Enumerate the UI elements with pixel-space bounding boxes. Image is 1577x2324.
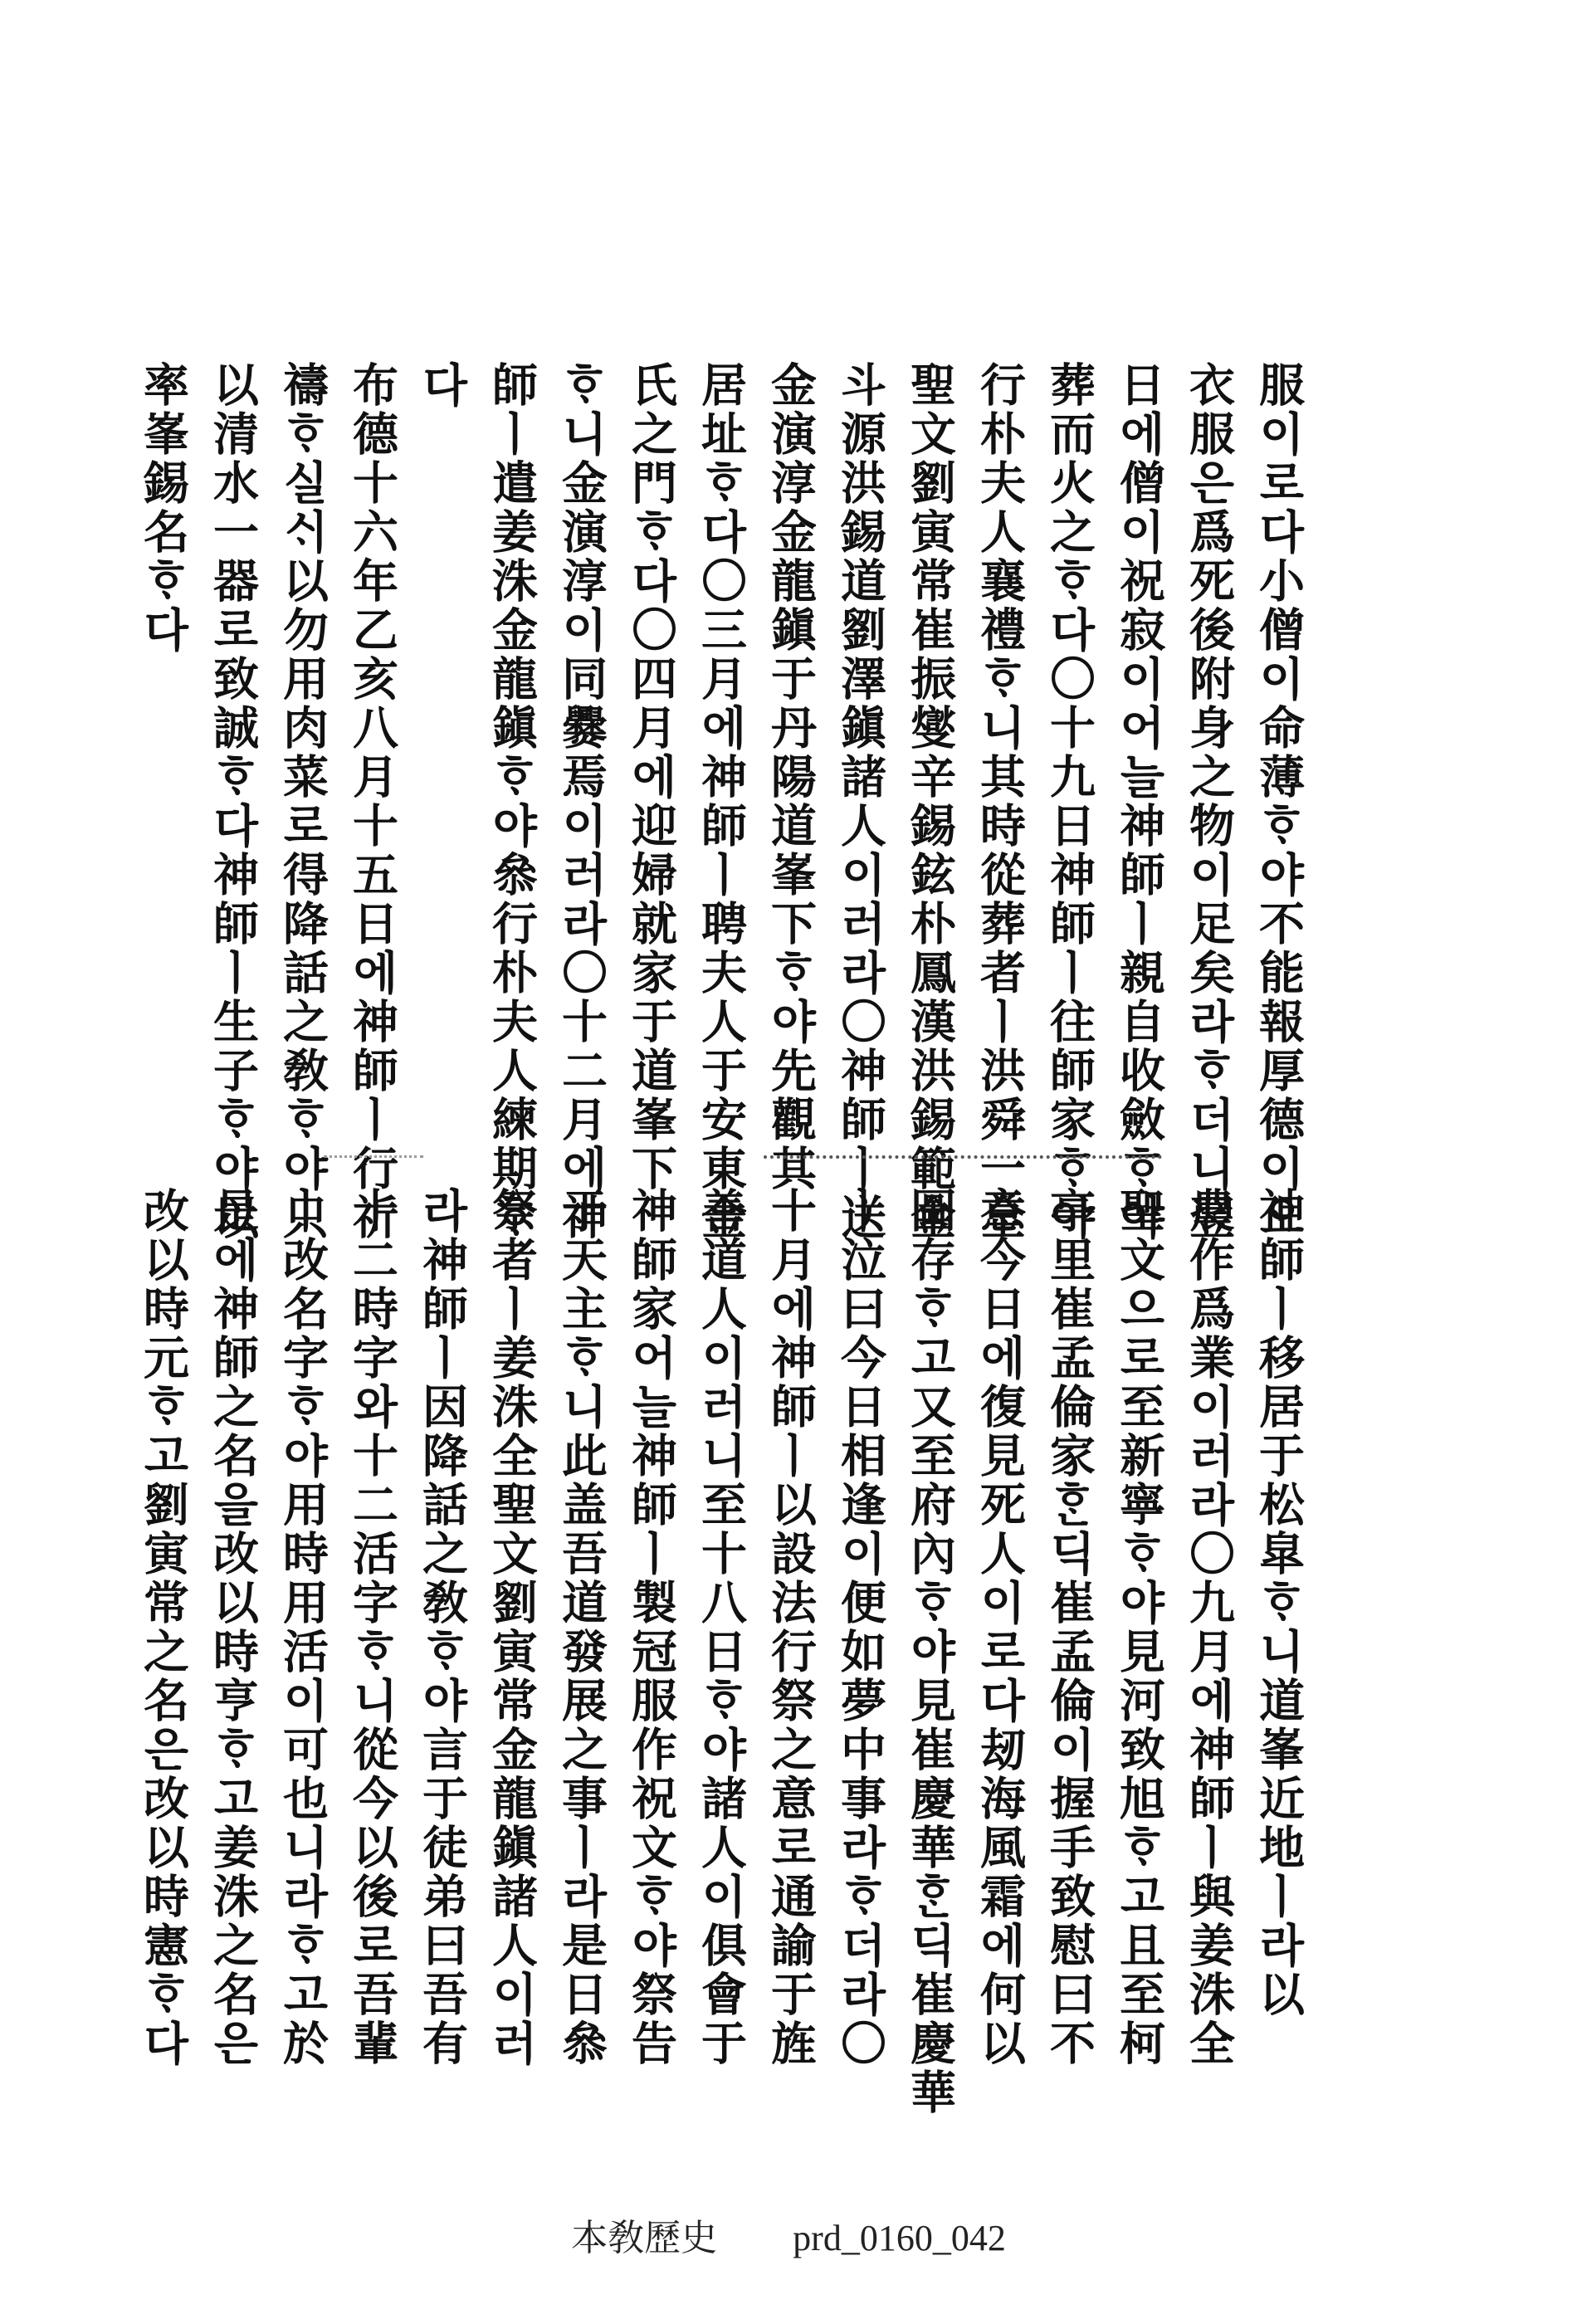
- footer-code: prd_0160_042: [793, 2218, 1006, 2258]
- text-column: 다: [415, 361, 469, 410]
- section-divider: [324, 1155, 423, 1158]
- text-column: 率峯錫名ᄒᆞ다: [136, 361, 190, 655]
- text-column: 祭者ㅣ姜洙全聖文劉寅常金龍鎭諸人이러: [485, 1187, 539, 2068]
- upper-text-block: [136, 361, 1306, 1243]
- text-column: 日에僧이祝寂이어늘神師ㅣ親自收斂ᄒᆞ야: [1112, 361, 1166, 1243]
- text-column: 氏之門ᄒᆞ다〇四月에迎婦就家于道峯下: [624, 361, 678, 1194]
- text-column: 于天主ᄒᆞ니此盖吾道發展之事ㅣ라是日叅: [554, 1187, 608, 2068]
- lower-text-block: [136, 1187, 1306, 2117]
- section-divider: [764, 1155, 1162, 1159]
- text-column: 斗源洪錫道劉澤鎭諸人이러라〇神師ㅣ送: [833, 361, 887, 1243]
- text-column: 神師ㅣ移居于松皐ᄒᆞ니道峯近地ㅣ라以: [1252, 1187, 1306, 2019]
- text-column: 聖文으로至新寧ᄒᆞ야見河致旭ᄒᆞ고且至柯: [1112, 1187, 1166, 2068]
- text-column: 農作爲業이러라〇九月에神師ㅣ與姜洙全: [1182, 1187, 1236, 2068]
- text-column: 居址ᄒᆞ다〇三月에神師ㅣ聘夫人于安東金: [694, 361, 748, 1243]
- page-footer: [0, 2208, 1577, 2261]
- text-column: 善道人이러니至十八日ᄒᆞ야諸人이俱會于: [694, 1187, 748, 2068]
- text-column: ㅣ改名字ᄒᆞ야用時用活이可也니라ᄒᆞ고於: [276, 1187, 330, 2068]
- text-column: 亭里崔孟倫家ᄒᆞᆫ딕崔孟倫이握手致慰曰不: [1042, 1187, 1096, 2068]
- text-column: 師ㅣ遣姜洙金龍鎭ᄒᆞ야叅行朴夫人練期ᄒᆞ: [485, 361, 539, 1243]
- text-column: 聖文劉寅常崔振燮辛錫鉉朴鳳漢洪錫範金: [903, 361, 957, 1243]
- text-column: 改以時元ᄒᆞ고劉寅常之名은改以時憲ᄒᆞ다: [136, 1187, 190, 2068]
- text-column: 行朴夫人襄禮ᄒᆞ니其時從葬者ㅣ洪舜一全: [973, 361, 1027, 1243]
- text-column: 服이로다小僧이命薄ᄒᆞ야不能報厚德이오: [1252, 361, 1306, 1243]
- text-column: 以清水一器로致誠ᄒᆞ다神師ㅣ生子ᄒᆞ야以: [206, 361, 260, 1243]
- text-column: ㅣ泣曰今日相逢이便如夢中事라ᄒᆞ더라〇: [833, 1187, 887, 2068]
- text-column: 十二時字와十二活字ᄒᆞ니從今以後로吾輩: [345, 1187, 399, 2068]
- text-column: 禱ᄒᆞ실ᄉᆡ以勿用肉菜로得降話之敎ᄒᆞ야只: [276, 361, 330, 1243]
- text-column: 是에神師之名을改以時亨ᄒᆞ고姜洙之名은: [206, 1187, 260, 2068]
- footer-title: 本敎歷史: [571, 2218, 718, 2258]
- text-column: ᄒᆞ니金演淳이同爨焉이러라〇十二月에神: [554, 361, 608, 1243]
- text-column: 金演淳金龍鎭于丹陽道峯下ᄒᆞ야先觀其: [764, 361, 818, 1194]
- text-column: 葬而火之ᄒᆞ다〇十九日神師ㅣ往師家ᄒᆞ야: [1042, 361, 1096, 1243]
- text-column: 意今日에復見死人이로다刼海風霜에何以: [973, 1187, 1027, 2068]
- text-column: 라神師ㅣ因降話之敎ᄒᆞ야言于徒弟曰吾有: [415, 1187, 469, 2068]
- text-column: 布德十六年乙亥八月十五日에神師ㅣ行祈: [345, 361, 399, 1243]
- text-column: 衣服은爲死後附身之物이足矣라ᄒᆞ더니翌: [1182, 361, 1236, 1243]
- text-column: 圖存ᄒᆞ고又至府內ᄒᆞ야見崔慶華ᄒᆞᆫ딕崔慶華: [903, 1187, 957, 2117]
- text-column: 神師家어늘神師ㅣ製冠服作祝文ᄒᆞ야祭告: [624, 1187, 678, 2068]
- text-column: 十月에神師ㅣ以設法行祭之意로通諭于旌: [764, 1187, 818, 2068]
